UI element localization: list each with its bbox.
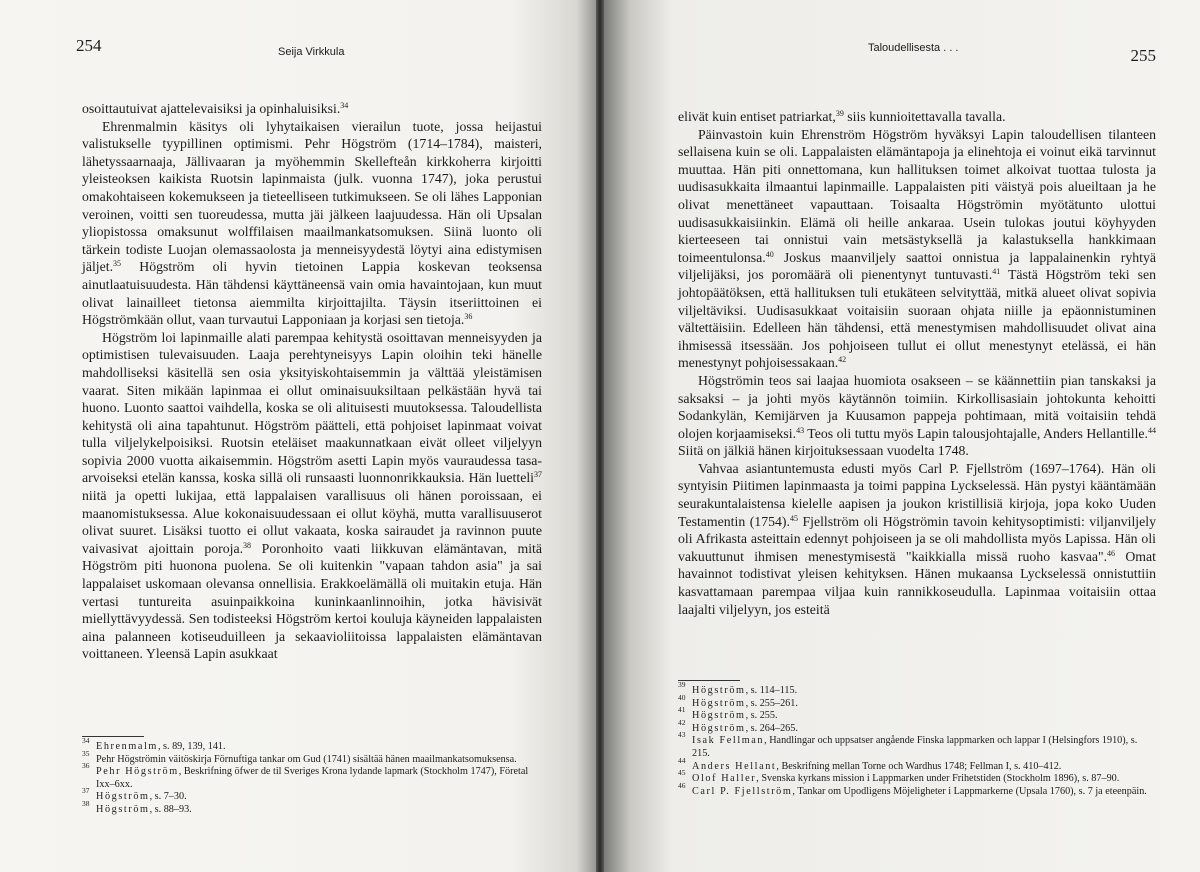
footnote: 44 Anders Hellant, Beskrifning mellan Torne och Wardhus 1748; Fellman I, s. 410–412.	[678, 755, 1062, 772]
paragraph: Vahvaa asiantuntemusta edusti myös Carl P. Fjellström (1697–1764). Hän oli syntyisin Piitimen lapinmaasta ja toimi pappina Lyckselessä. Hän pystyi kääntämään seurakuntalaistensa kielelle aapisen ja joukon kristillisiä kirjoja, jopa koko Uuden Testamentin (1754).$^{45}$ Fjellström oli Högströmin tavoin kehitysoptimisti: viljanviljely oli Afrikasta asteittain edennyt pohjoiseen ja se oli mahdollista myös Lapissa. Hän oli vakuuttunut ihmisen menestymisestä "kaikkialla missä ruoho kasvaa".$^{46}$ Omat havainnot todistivat yleisen kehityksen. Hänen mukaansa Lyckselessä onnistuttiin kasvattamaan parempaa viljaa kuin rannikkoseudulla. Lapinmaa voitaisiin ottaa laajalti viljelyyn, jos esteitä	[678, 460, 1156, 617]
paragraph: elivät kuin entiset patriarkat,$^{39}$ siis kunnioitettavalla tavalla.	[678, 109, 1006, 124]
footnote: 45 Olof Haller, Svenska kyrkans mission i Lappmarken under Frihetstiden (Stockholm 1896), s. 87–90.	[678, 768, 1120, 785]
footnote: 38 Högström, s. 88–93.	[82, 798, 192, 815]
page-number: 254	[76, 36, 102, 55]
paragraph: Högströmin teos sai laajaa huomiota osakseen – se käännettiin pian tanskaksi ja saksaksi – ja johti myös käytännön toimiin. Kirkollisasiain johtokunta kehoitti Sodankylän, Kemijärven ja Kuusamon pappeja pohtimaan, mitä voitaisiin tehdä olojen korjaamiseksi.$^{43}$ Teos oli tuttu myös Lapin talousjohtajalle, Anders Hellantille.$^{44}$ Siitä on jälkiä hänen kirjoituksessaan vuodelta 1748.	[678, 372, 1157, 459]
running-head: Seija Virkkula	[278, 46, 345, 58]
footnote: 37 Högström, s. 7–30.	[82, 786, 187, 803]
footnote: 39 Högström, s. 114–115.	[678, 680, 798, 696]
footnote-rule	[678, 680, 740, 681]
left-page-header	[76, 36, 542, 88]
right-page	[600, 0, 1200, 872]
footnote: 35 Pehr Högströmin väitöskirja Förnuftiga tankar om Gud (1741) sisältää hänen maailmankatsomuksensa.	[82, 748, 517, 765]
footnote: 36 Pehr Högström, Beskrifning öfwer de til Sveriges Krona lydande lapmark (Stockholm 1747), Företal Ixx–6xx.	[82, 761, 529, 790]
running-head: Taloudellisesta . . .	[868, 42, 959, 54]
paragraph: Ehrenmalmin käsitys oli lyhytaikaisen vierailun tuote, jossa heijastui valistukselle tyypillinen optimismi. Pehr Högström (1714–1784), maisteri, lähetyssaarnaaja, Jällivaaran ja myöhemmin Skellefteån kirkkoherra kirjoitti yleisteoksen kaikista Ruotsin lapinmaista (julk. vuonna 1747), joka perustui omakohtaiseen kokemukseen ja tieteelliseen tutkimukseen. Se oli lähes Lapponian veroinen, voitti sen tuoreudessa, mutta jäi jälkeen laajuudessa. Hän oli Upsalan yliopistossa omaksunut wolffilaisen maailmankatsomuksen. Siinä luonto oli tärkein todiste Luojan olemassaolosta ja menneisyydestä löytyi aina edistymisen jäljet.$^{35}$ Högström oli hyvin tietoinen Lappia koskevan teoksensa ainutlaatuisuudesta. Hän tähdensi käyttäneensä vain omia havaintojaan, kun muut olivat lainailleet tietonsa aiemmilta kirjoittajilta. Täysin itseriittoinen ei Högströmkään ollut, vaan turvautui Lapponiaan ja korjasi sen tietoja.$^{36}$	[82, 118, 542, 328]
footnote: 40 Högström, s. 255–261.	[678, 692, 798, 709]
footnote: 34 Ehrenmalm, s. 89, 139, 141.	[82, 736, 226, 752]
footnote: 42 Högström, s. 264–265.	[678, 717, 798, 734]
footnote: 41 Högström, s. 255.	[678, 705, 778, 722]
left-footnotes	[82, 736, 542, 817]
book-gutter	[596, 0, 604, 872]
footnote: 46 Carl P. Fjellström, Tankar om Upodligens Möjeligheter i Lappmarkerne (Upsala 1760), s. 7 ja eteenpäin.	[678, 780, 1147, 797]
left-body-text	[82, 100, 542, 663]
footnote-rule	[82, 736, 144, 737]
paragraph: Högström loi lapinmaille alati parempaa kehitystä osoittavan menneisyyden ja optimistisen tulevaisuuden. Laaja perehtyneisyys Lapin oloihin teki hänelle mahdolliseksi käsitellä sen osia yksityiskohtaisemmin ja välttää yleistämisen vaarat. Siten mikään lapinmaa ei ollut ominaisuuksiltaan pelkästään hyvä tai huono. Luonto saattoi vaihdella, koska se oli alituisesti muutoksessa. Taloudellista kehitystä oli aina tapahtunut. Högström päätteli, että pohjoiset lapinmaat voivat tulla viljelykelpoisiksi. Ruotsin eteläiset maakunnatkaan eivät olleet viljelyyn sopivia 2000 vuotta aikaisemmin. Högström asetti Lapin myös vauraudessa tasa-arvoiseksi etelän kanssa, koska sillä oli runsaasti luonnonrikkauksia. Hän luetteli$^{37}$ niitä ja opetti lukijaa, että lappalaisen varallisuus oli hänen poroissaan, ei maanomistuksessa. Alue kokonaisuudessaan ei ollut köyhä, mutta varallisuuserot olivat suuret. Lisäksi tuotto ei ollut vakaata, koska sairaudet ja ravinnon puute vaivasivat ajoittain poroja.$^{38}$ Poronhoito vaati liikkuvan elämäntavan, mitä Högström piti huonona puolena. Se oli kuitenkin "vapaan tahdon asia" ja sai lappalaiset uskomaan olevansa onnellisia. Erakkoelämällä oli muitakin etuja. Hän vertasi tuntureita asuinpaikkoina kuninkaanlinnoihin, jotka hävisivät miellyttävyydessä. Sen todisteeksi Högström kertoi kouluja käyneiden lappalaisten aina palanneen kotiseuduilleen ja sekaavioliitoissa lappalaisten elämäntavan voittaneen. Yleensä Lapin asukkaat	[82, 329, 542, 662]
page-number: 255	[1130, 46, 1156, 65]
right-page-header	[678, 40, 1156, 92]
paragraph: osoittautuivat ajattelevaisiksi ja opinhaluisiksi.$^{34}$	[82, 101, 349, 116]
right-body-text	[678, 108, 1156, 618]
footnote: 43 Isak Fellman, Handlingar och uppsatser angående Finska lappmarken och lappar I (Helsingfors 1910), s. 215.	[678, 730, 1138, 759]
paragraph: Päinvastoin kuin Ehrenström Högström hyväksyi Lapin taloudellisen tilanteen sellaisena kuin se oli. Lappalaisten elämäntapoja ja elinehtoja ei voinut eikä tarvinnut muuttaa. Hän piti onnettomana, kun hallituksen toimet alkoivat tuottaa tulosta ja uudisasukkaita ilmaantui lapinmaille. Lappalaisten piti väistyä pois alueiltaan ja he olivat menettäneet vapauttaan. Toisaalta Högströmin myötätunto ulottui uudisasukkaisiinkin. Elämä oli heille ankaraa. Usein tulokas joutui köyhyyden kierteeseen tai onnistui vain metsästyksellä ja kalastuksella hankkimaan toimeentulonsa.$^{40}$ Joskus maanviljely saattoi onnistua ja lappalainenkin ryhtyä viljelijäksi, jos poromäärä oli pienentynyt tuntuvasti.$^{41}$ Tästä Högström teki sen johtopäätöksen, että hallituksen tuli etukäteen selvityttää, mitkä alueet olivat sopivia viljeltäviksi. Uudisasukkaat voitaisiin suoraan ohjata niille ja epäonnistuminen vältettäisiin. Edelleen hän tähdensi, että menestymisen mahdollisuudet olivat aina ihmisessä itsessään. Jos pohjoiseen tullut ei ollut menestynyt etelässä, ei hän menestynyt pohjoisessakaan.$^{42}$	[678, 126, 1156, 371]
right-footnotes	[678, 680, 1156, 798]
